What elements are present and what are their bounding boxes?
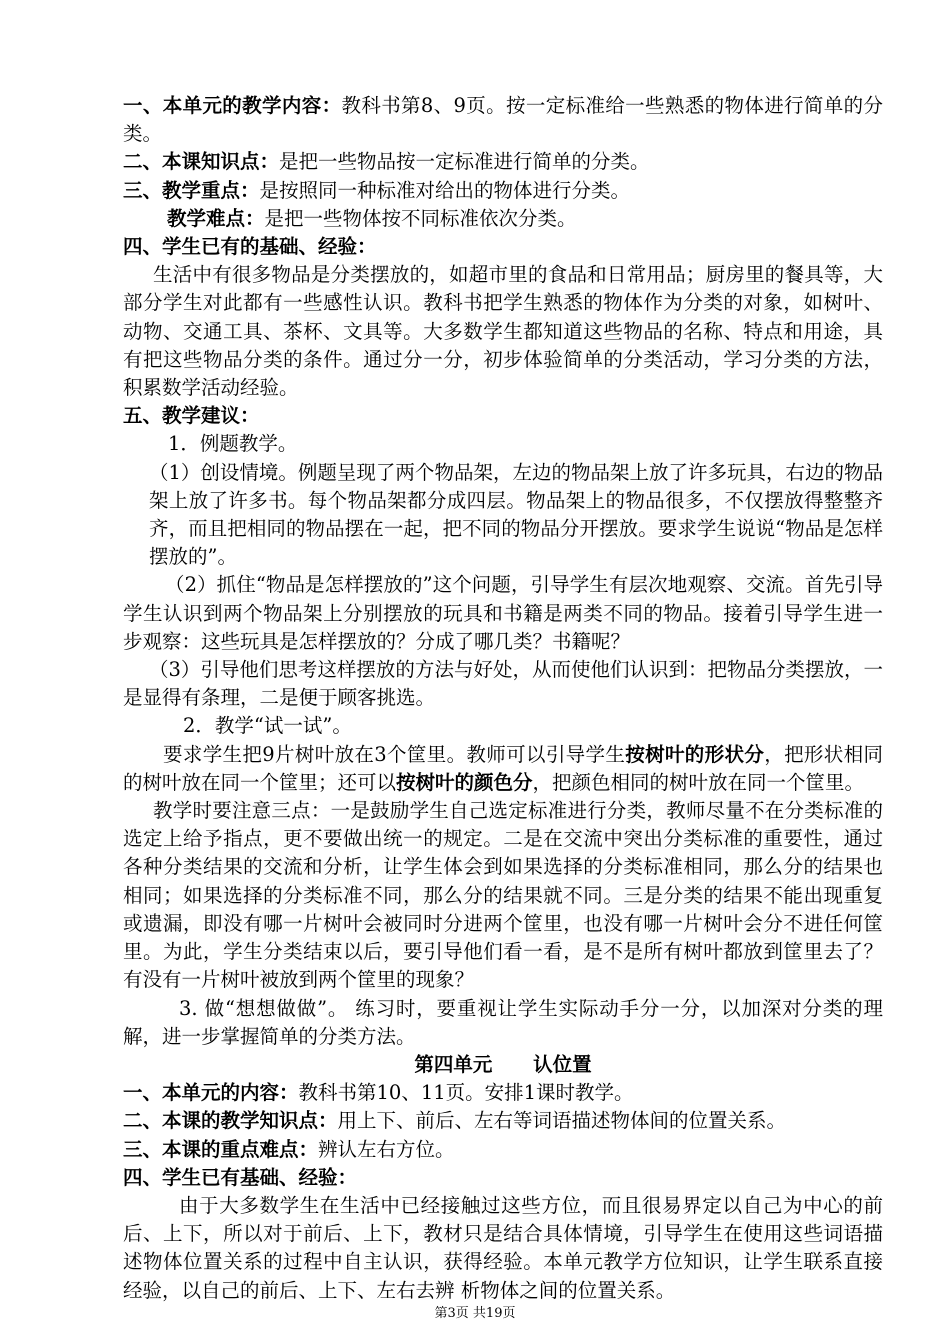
unit3-section-2 [123,148,883,176]
section-heading: 二、本课的教学知识点： [123,1109,338,1133]
unit4-section-4-paragraph: 由于大多数学生在生活中已经接触过这些方位，而且很易界定以自己为中心的前后、上下，所以对于前后、上下，教材只是结合具体情境，引导学生在使用这些词语描述物体位置关系的过程中自主认识，获得经验。本单元教学方位知识，让学生联系直接经验，以自己的前后、上下、左右去辨 析物体之间的位置关系。 [123,1193,883,1302]
unit4-section-4 [123,1164,883,1192]
paragraph-text: ，把颜色相同的树叶放在同一个筐里。 [532,770,865,794]
section-heading: 一、本单元的教学内容： [123,94,342,117]
paragraph-3: （3）引导他们思考这样摆放的方法与好处，从而使他们认识到：把物品分类摆放，一是显得有条理，二是便于顾客挑选。 [123,658,883,710]
section-text: 用上下、前后、左右等词语描述物体间的位置关系。 [337,1109,787,1133]
unit3-section-1 [123,92,883,148]
paragraph-text: 要求学生把9片树叶放在3个筐里。教师可以引导学生 [163,742,626,766]
emphasis-text: 按树叶的形状分 [625,742,765,766]
document-page [123,92,883,1305]
section-text: 是按照同一种标准对给出的物体进行分类。 [259,178,631,202]
list-item-1: 1．例题教学。 [168,432,298,456]
section-heading: 三、本课的重点难点： [123,1137,319,1161]
paragraph-6: 3. 做“想想做做”。 练习时，要重视让学生实际动手分一分，以加深对分类的理解，进一步掌握简单的分类方法。 [123,996,883,1048]
section-text: 是把一些物体按不同标准依次分类。 [264,206,577,230]
section-text: 是把一些物品按一定标准进行简单的分类。 [279,150,650,174]
page-footer: 第3页 共19页 [434,1306,516,1321]
section-text: 教科书第8、9页。按一定标准给一些熟悉的物体进行简单的分类。 [123,94,883,146]
paragraph-text: ，把形状相同的树叶放在同一个筐里；还可以 [123,742,883,794]
unit3-section-4 [123,233,883,261]
unit4-section-3 [123,1136,883,1164]
section-heading: 四、学生已有基础、经验： [123,1165,358,1189]
section-heading: 一、本单元的内容： [123,1081,299,1105]
paragraph-text: （1）创设情境。例题呈现了两个物品架，左边的物品架上放了许多玩具，右边的物品架上放了许多书。每个物品架都分成四层。物品架上的物品很多，不仅摆放得整整齐齐，而且把相同的物品摆在一起，把不同的物品分开摆放。要求学生说说“物品是怎样摆放的”。 [149,460,883,569]
paragraph-2: （2）抓住“物品是怎样摆放的”这个问题，引导学生有层次地观察、交流。首先引导学生认识到两个物品架上分别摆放的玩具和书籍是两类不同的物品。接着引导学生进一步观察：这些玩具是怎样摆放的？分成了哪几类？书籍呢？ [123,573,883,653]
section-heading: 三、教学重点： [123,178,260,202]
section-heading: 教学难点： [167,206,265,230]
paragraph-4 [123,741,883,797]
emphasis-text: 按树叶的颜色分 [396,770,533,794]
list-item-2: 2．教学“试一试”。 [183,714,352,738]
section-heading: 二、本课知识点： [123,150,280,174]
section-heading: 四、学生已有的基础、经验： [123,235,377,259]
unit3-section-5 [123,402,883,430]
unit4-section-2 [123,1107,883,1135]
unit3-section-3 [123,177,883,205]
paragraph-1 [123,459,883,572]
unit4-title: 第四单元 认位置 [414,1052,592,1076]
unit3-section-3b [123,205,883,233]
section-heading: 五、教学建议： [123,404,260,428]
section-text: 辨认左右方位。 [318,1137,455,1161]
paragraph-5: 教学时要注意三点：一是鼓励学生自己选定标准进行分类，教师尽量不在分类标准的选定上给予指点，更不要做出统一的规定。二是在交流中突出分类标准的重要性，通过各种分类结果的交流和分析，让学生体会到如果选择的分类标准相同，那么分的结果也相同；如果选择的分类标准不同，那么分的结果就不同。三是分类的结果不能出现重复或遗漏，即没有哪一片树叶会被同时分进两个筐里，也没有哪一片树叶会分不进任何筐里。为此，学生分类结束以后，要引导他们看一看，是不是所有树叶都放到筐里去了？有没有一片树叶被放到两个筐里的现象？ [123,799,883,992]
section-text: 教科书第10、11页。安排1课时教学。 [298,1081,634,1105]
unit4-section-1 [123,1079,883,1107]
unit3-section-4-paragraph: 生活中有很多物品是分类摆放的，如超市里的食品和日常用品；厨房里的餐具等，大部分学生对此都有一些感性认识。教科书把学生熟悉的物体作为分类的对象，如树叶、动物、交通工具、茶杯、文具等。大多数学生都知道这些物品的名称、特点和用途，具有把这些物品分类的条件。通过分一分，初步体验简单的分类活动，学习分类的方法，积累数学活动经验。 [123,263,883,400]
